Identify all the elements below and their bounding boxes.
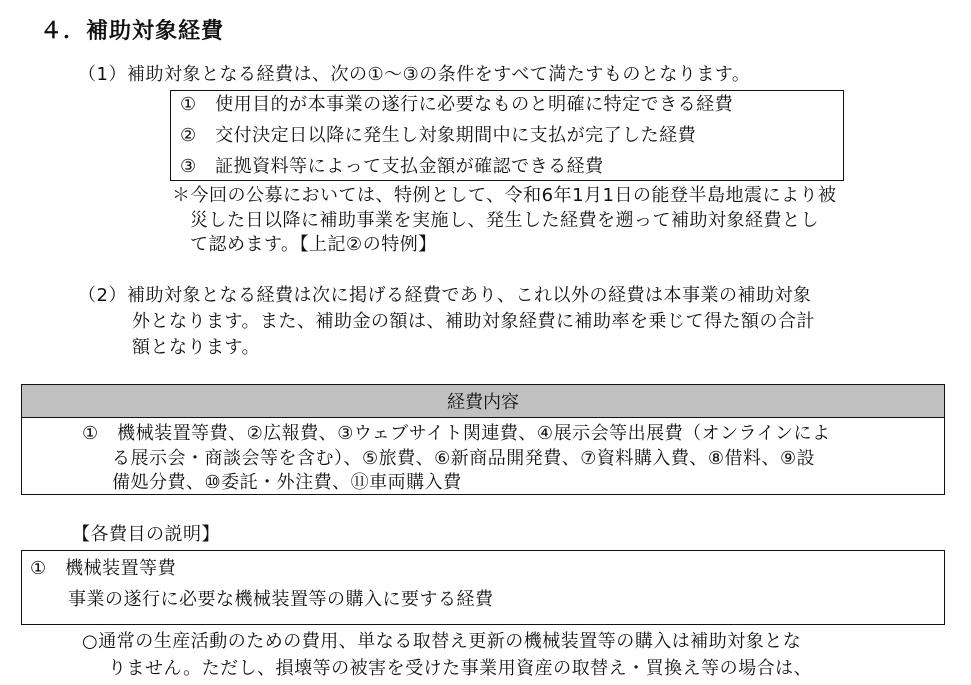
special-note-line: ＊今回の公募においては、特例として、令和6年1月1日の能登半島地震により被 xyxy=(172,185,837,206)
section1-intro: （1）補助対象となる経費は、次の①～③の条件をすべて満たすものとなります。 xyxy=(78,64,751,85)
special-note-line: 災した日以降に補助事業を実施し、発生した経費を遡って補助対象経費とし xyxy=(190,210,819,231)
section2-line: 額となります。 xyxy=(132,337,261,358)
expense-table-line: ① 機械装置等費、②広報費、③ウェブサイト関連費、④展示会等出展費（オンラインによ xyxy=(82,423,831,444)
item-explanation-label: 【各費目の説明】 xyxy=(72,524,220,545)
item-description: 事業の遂行に必要な機械装置等の購入に要する経費 xyxy=(68,589,494,610)
item-note-line: りません。ただし、損壊等の被害を受けた事業用資産の取替え・買換え等の場合は、 xyxy=(108,658,813,679)
item-title: ① 機械装置等費 xyxy=(30,558,177,579)
section2-line: （2）補助対象となる経費は次に掲げる経費であり、これ以外の経費は本事業の補助対象 xyxy=(78,285,812,306)
item-note-line: ○通常の生産活動のための費用、単なる取替え更新の機械装置等の購入は補助対象とな xyxy=(82,631,802,652)
condition-item: ③ 証拠資料等によって支払金額が確認できる経費 xyxy=(180,156,604,177)
expense-table-line: 備処分費、⑩委託・外注費、⑪車両購入費 xyxy=(112,472,462,493)
section-heading: ４．補助対象経費 xyxy=(40,19,225,44)
special-note-line: て認めます。【上記②の特例】 xyxy=(190,234,437,255)
condition-item: ② 交付決定日以降に発生し対象期間中に支払が完了した経費 xyxy=(180,125,697,146)
expense-table-header xyxy=(21,384,945,418)
section2-line: 外となります。また、補助金の額は、補助対象経費に補助率を乗じて得た額の合計 xyxy=(132,311,816,332)
condition-item: ① 使用目的が本事業の遂行に必要なものと明確に特定できる経費 xyxy=(180,94,734,115)
expense-table-line: る展示会・商談会等を含む）、⑤旅費、⑥新商品開発費、⑦資料購入費、⑧借料、⑨設 xyxy=(112,448,816,469)
expense-table-header-label: 経費内容 xyxy=(447,392,519,413)
